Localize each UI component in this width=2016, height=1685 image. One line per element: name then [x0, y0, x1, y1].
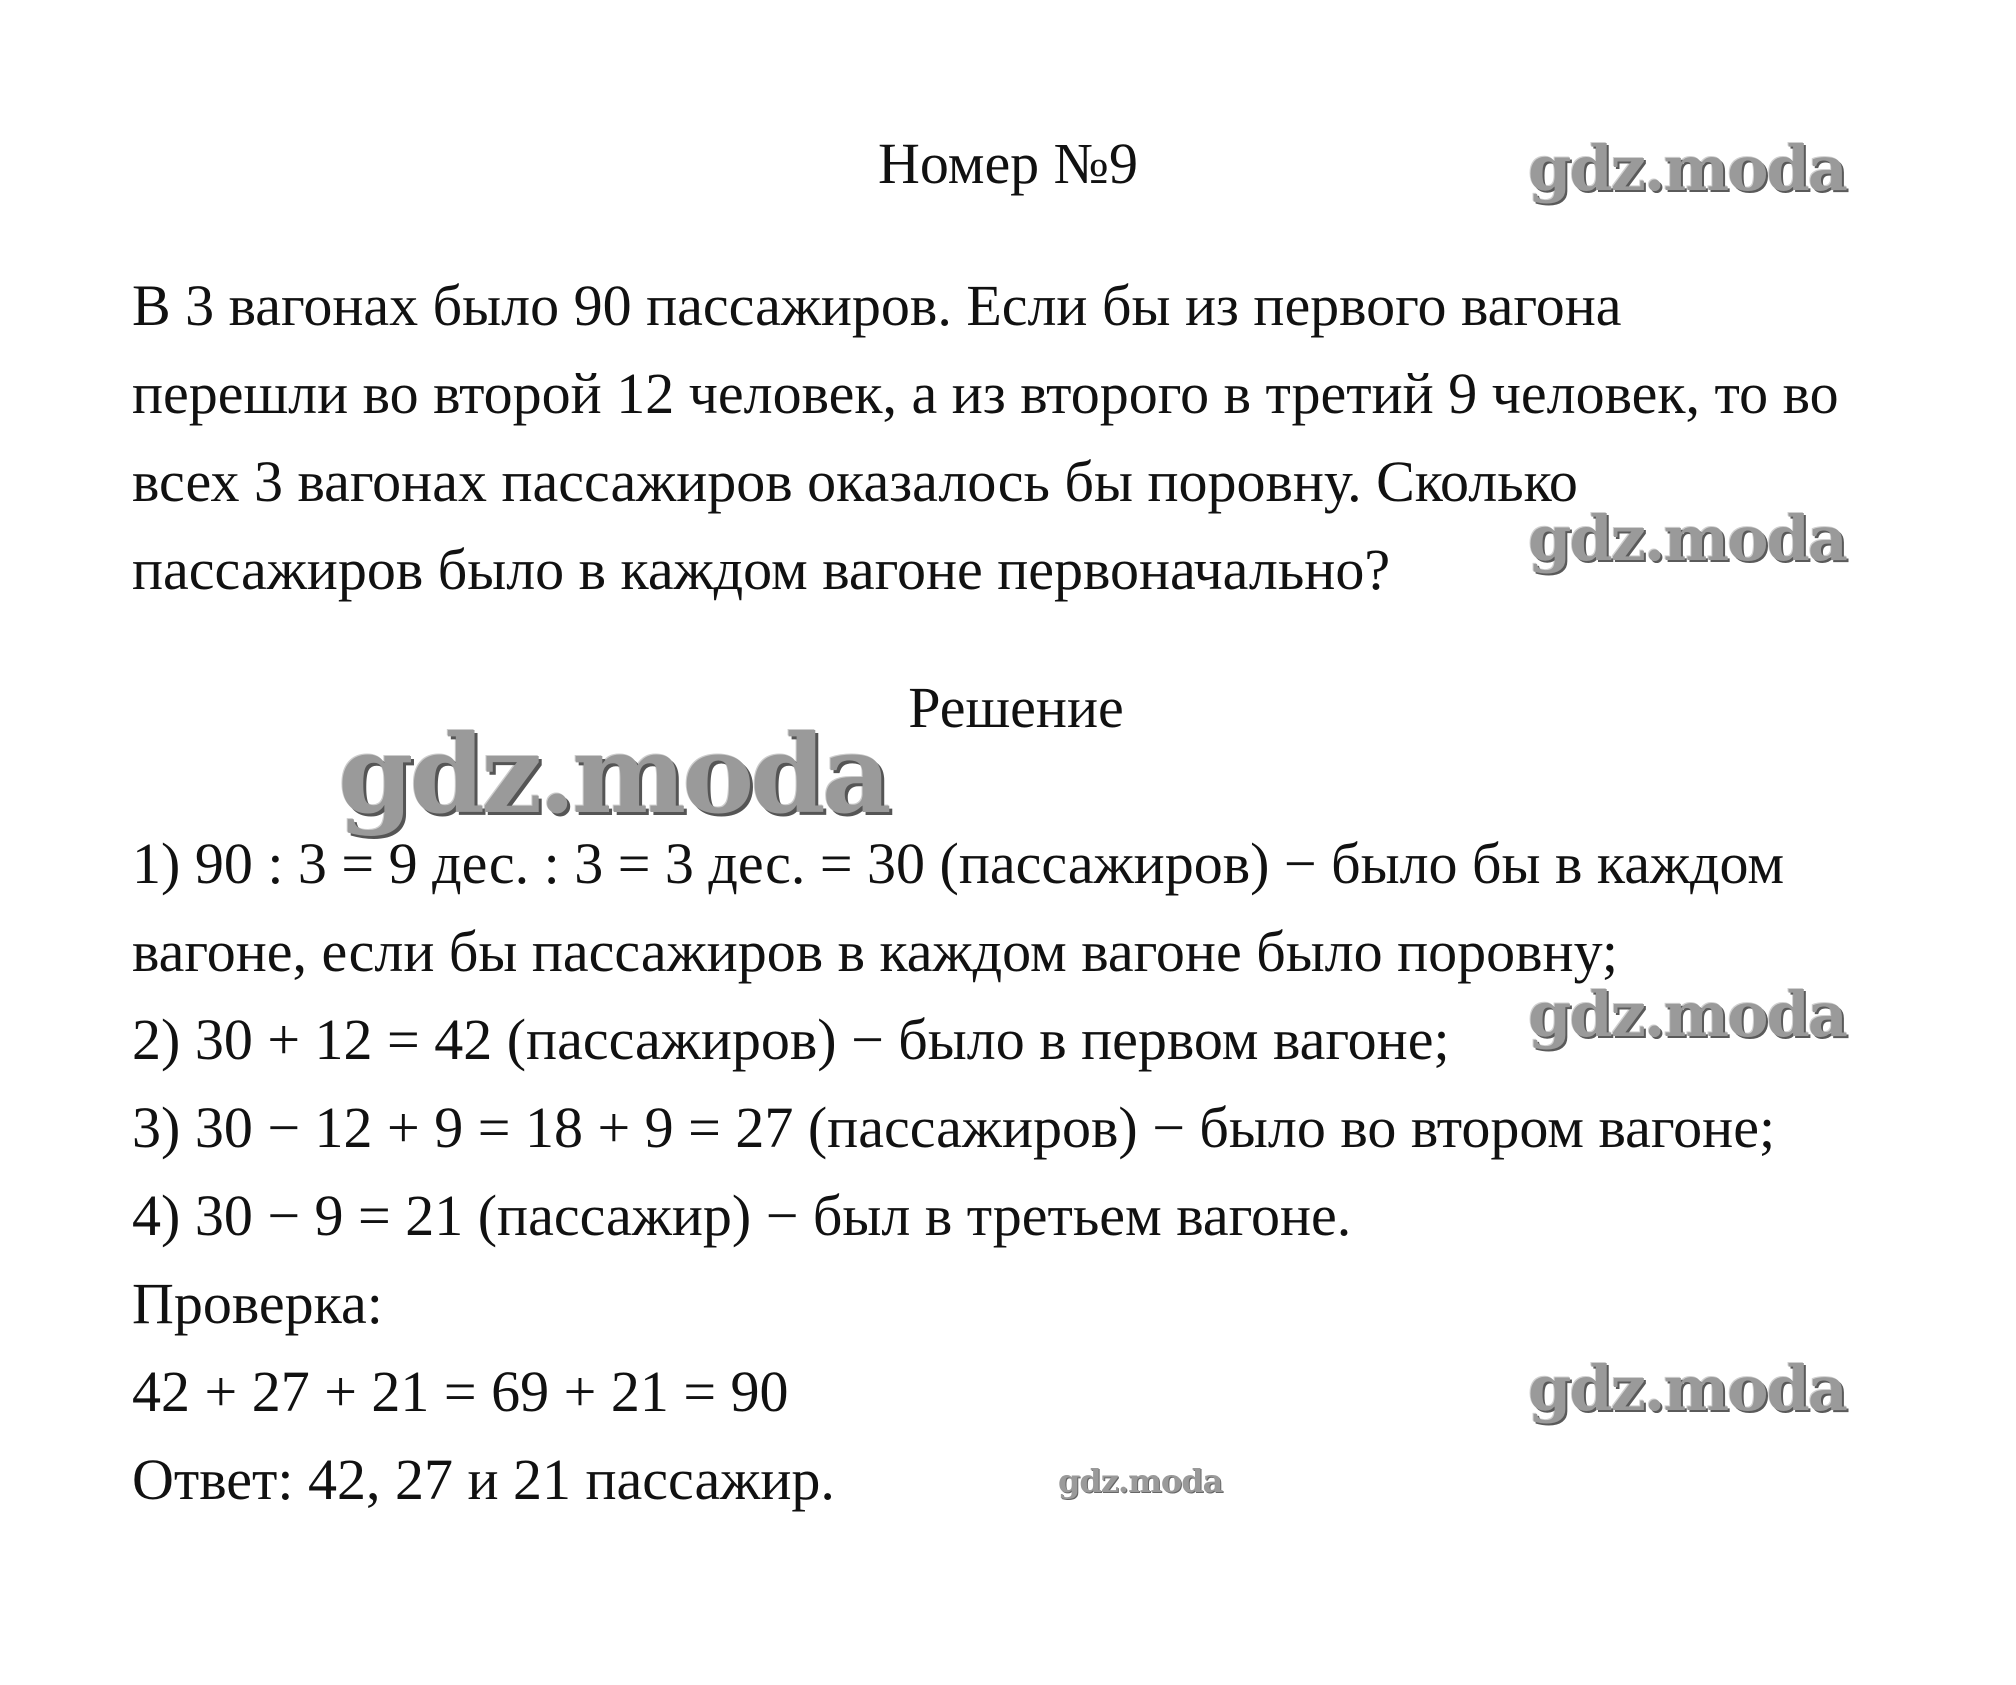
problem-line: пассажиров было в каждом вагоне первоначально? [132, 537, 1391, 602]
watermark: gdz.moda [1528, 1352, 1846, 1425]
solution-line: 3) 30 − 12 + 9 = 18 + 9 = 27 (пассажиров) − было во втором вагоне; [132, 1095, 1776, 1160]
answer-line: Ответ: 42, 27 и 21 пассажир. [132, 1447, 835, 1512]
problem-line: всех 3 вагонах пассажиров оказалось бы поровну. Сколько [132, 449, 1578, 514]
check-equation: 42 + 27 + 21 = 69 + 21 = 90 [132, 1359, 789, 1424]
solution-line: 2) 30 + 12 = 42 (пассажиров) − было в первом вагоне; [132, 1007, 1450, 1072]
problem-line: В 3 вагонах было 90 пассажиров. Если бы из первого вагона [132, 273, 1622, 338]
watermark: gdz.moda [1058, 1462, 1223, 1500]
problem-line: перешли во второй 12 человек, а из второго в третий 9 человек, то во [132, 361, 1839, 426]
watermark: gdz.moda [1528, 132, 1846, 205]
solution-heading: Решение [908, 675, 1124, 740]
watermark: gdz.moda [1528, 978, 1846, 1051]
solution-line: 4) 30 − 9 = 21 (пассажир) − был в третьем вагоне. [132, 1183, 1352, 1248]
watermark: gdz.moda [1528, 502, 1846, 575]
solution-line: 1) 90 : 3 = 9 дес. : 3 = 3 дес. = 30 (пассажиров) − было бы в каждом [132, 831, 1785, 896]
check-label: Проверка: [132, 1271, 383, 1336]
watermark: gdz.moda [338, 712, 888, 838]
page-title: Номер №9 [877, 131, 1139, 196]
solution-line: вагоне, если бы пассажиров в каждом вагоне было поровну; [132, 919, 1618, 984]
